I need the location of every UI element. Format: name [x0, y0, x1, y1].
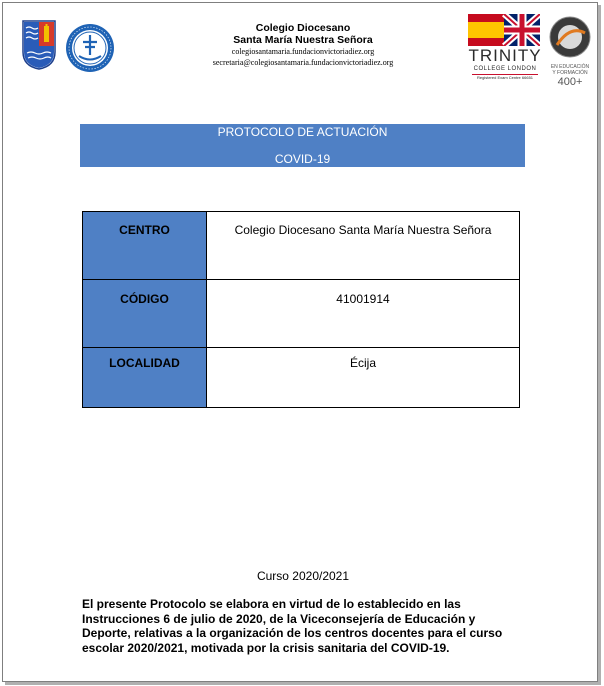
anniversary-emblem-icon	[547, 15, 593, 59]
center-info-table	[82, 211, 520, 408]
anniversary-logo	[547, 15, 593, 88]
foundation-seal-logo	[65, 23, 115, 73]
document-page	[2, 2, 598, 682]
codigo-label: CÓDIGO	[83, 280, 207, 348]
trinity-name: TRINITY	[468, 46, 542, 65]
trinity-exam: Registered Exam Centre 66651	[472, 74, 538, 81]
table-row	[83, 280, 520, 348]
centro-value: Colegio Diocesano Santa María Nuestra Señora	[207, 212, 520, 280]
protocol-title: PROTOCOLO DE ACTUACIÓN	[217, 125, 388, 139]
centro-label: CENTRO	[83, 212, 207, 280]
localidad-value: Écija	[207, 348, 520, 408]
trinity-college-logo	[466, 47, 544, 83]
codigo-value: 41001914	[207, 280, 520, 348]
website-text: colegiosantamaria.fundacionvictoriadiez.org	[231, 47, 375, 56]
school-name-line2: Santa María Nuestra Señora	[233, 34, 373, 46]
school-header	[163, 22, 443, 68]
anniv-number: 400+	[557, 76, 583, 88]
covid-title: COVID-19	[274, 152, 331, 166]
anniv-sub2: Y FORMACIÓN	[552, 70, 588, 76]
title-banner	[80, 124, 525, 167]
anniv-sub1: EN EDUCACIÓN	[550, 64, 590, 70]
intro-paragraph: El presente Protocolo se elabora en virtud de lo establecido en las Instrucciones 6 de julio de 2020, de la Viceconsejería de Educación y Deporte, relativas a la organización de los centros docentes para el curso escolar 2020/2021, motivada por la crisis sanitaria del COVID-19.	[82, 597, 503, 655]
school-shield-logo	[22, 20, 56, 70]
table-row	[83, 348, 520, 408]
table-row	[83, 212, 520, 280]
email-text: secretaria@colegiosantamaria.fundacionvictoriadiez.org	[212, 58, 394, 67]
spain-uk-flags-icon	[468, 14, 540, 46]
trinity-sub: COLLEGE LONDON	[473, 66, 537, 72]
school-name-line1: Colegio Diocesano	[255, 22, 351, 34]
school-year-text: Curso 2020/2021	[256, 569, 350, 583]
localidad-label: LOCALIDAD	[83, 348, 207, 408]
